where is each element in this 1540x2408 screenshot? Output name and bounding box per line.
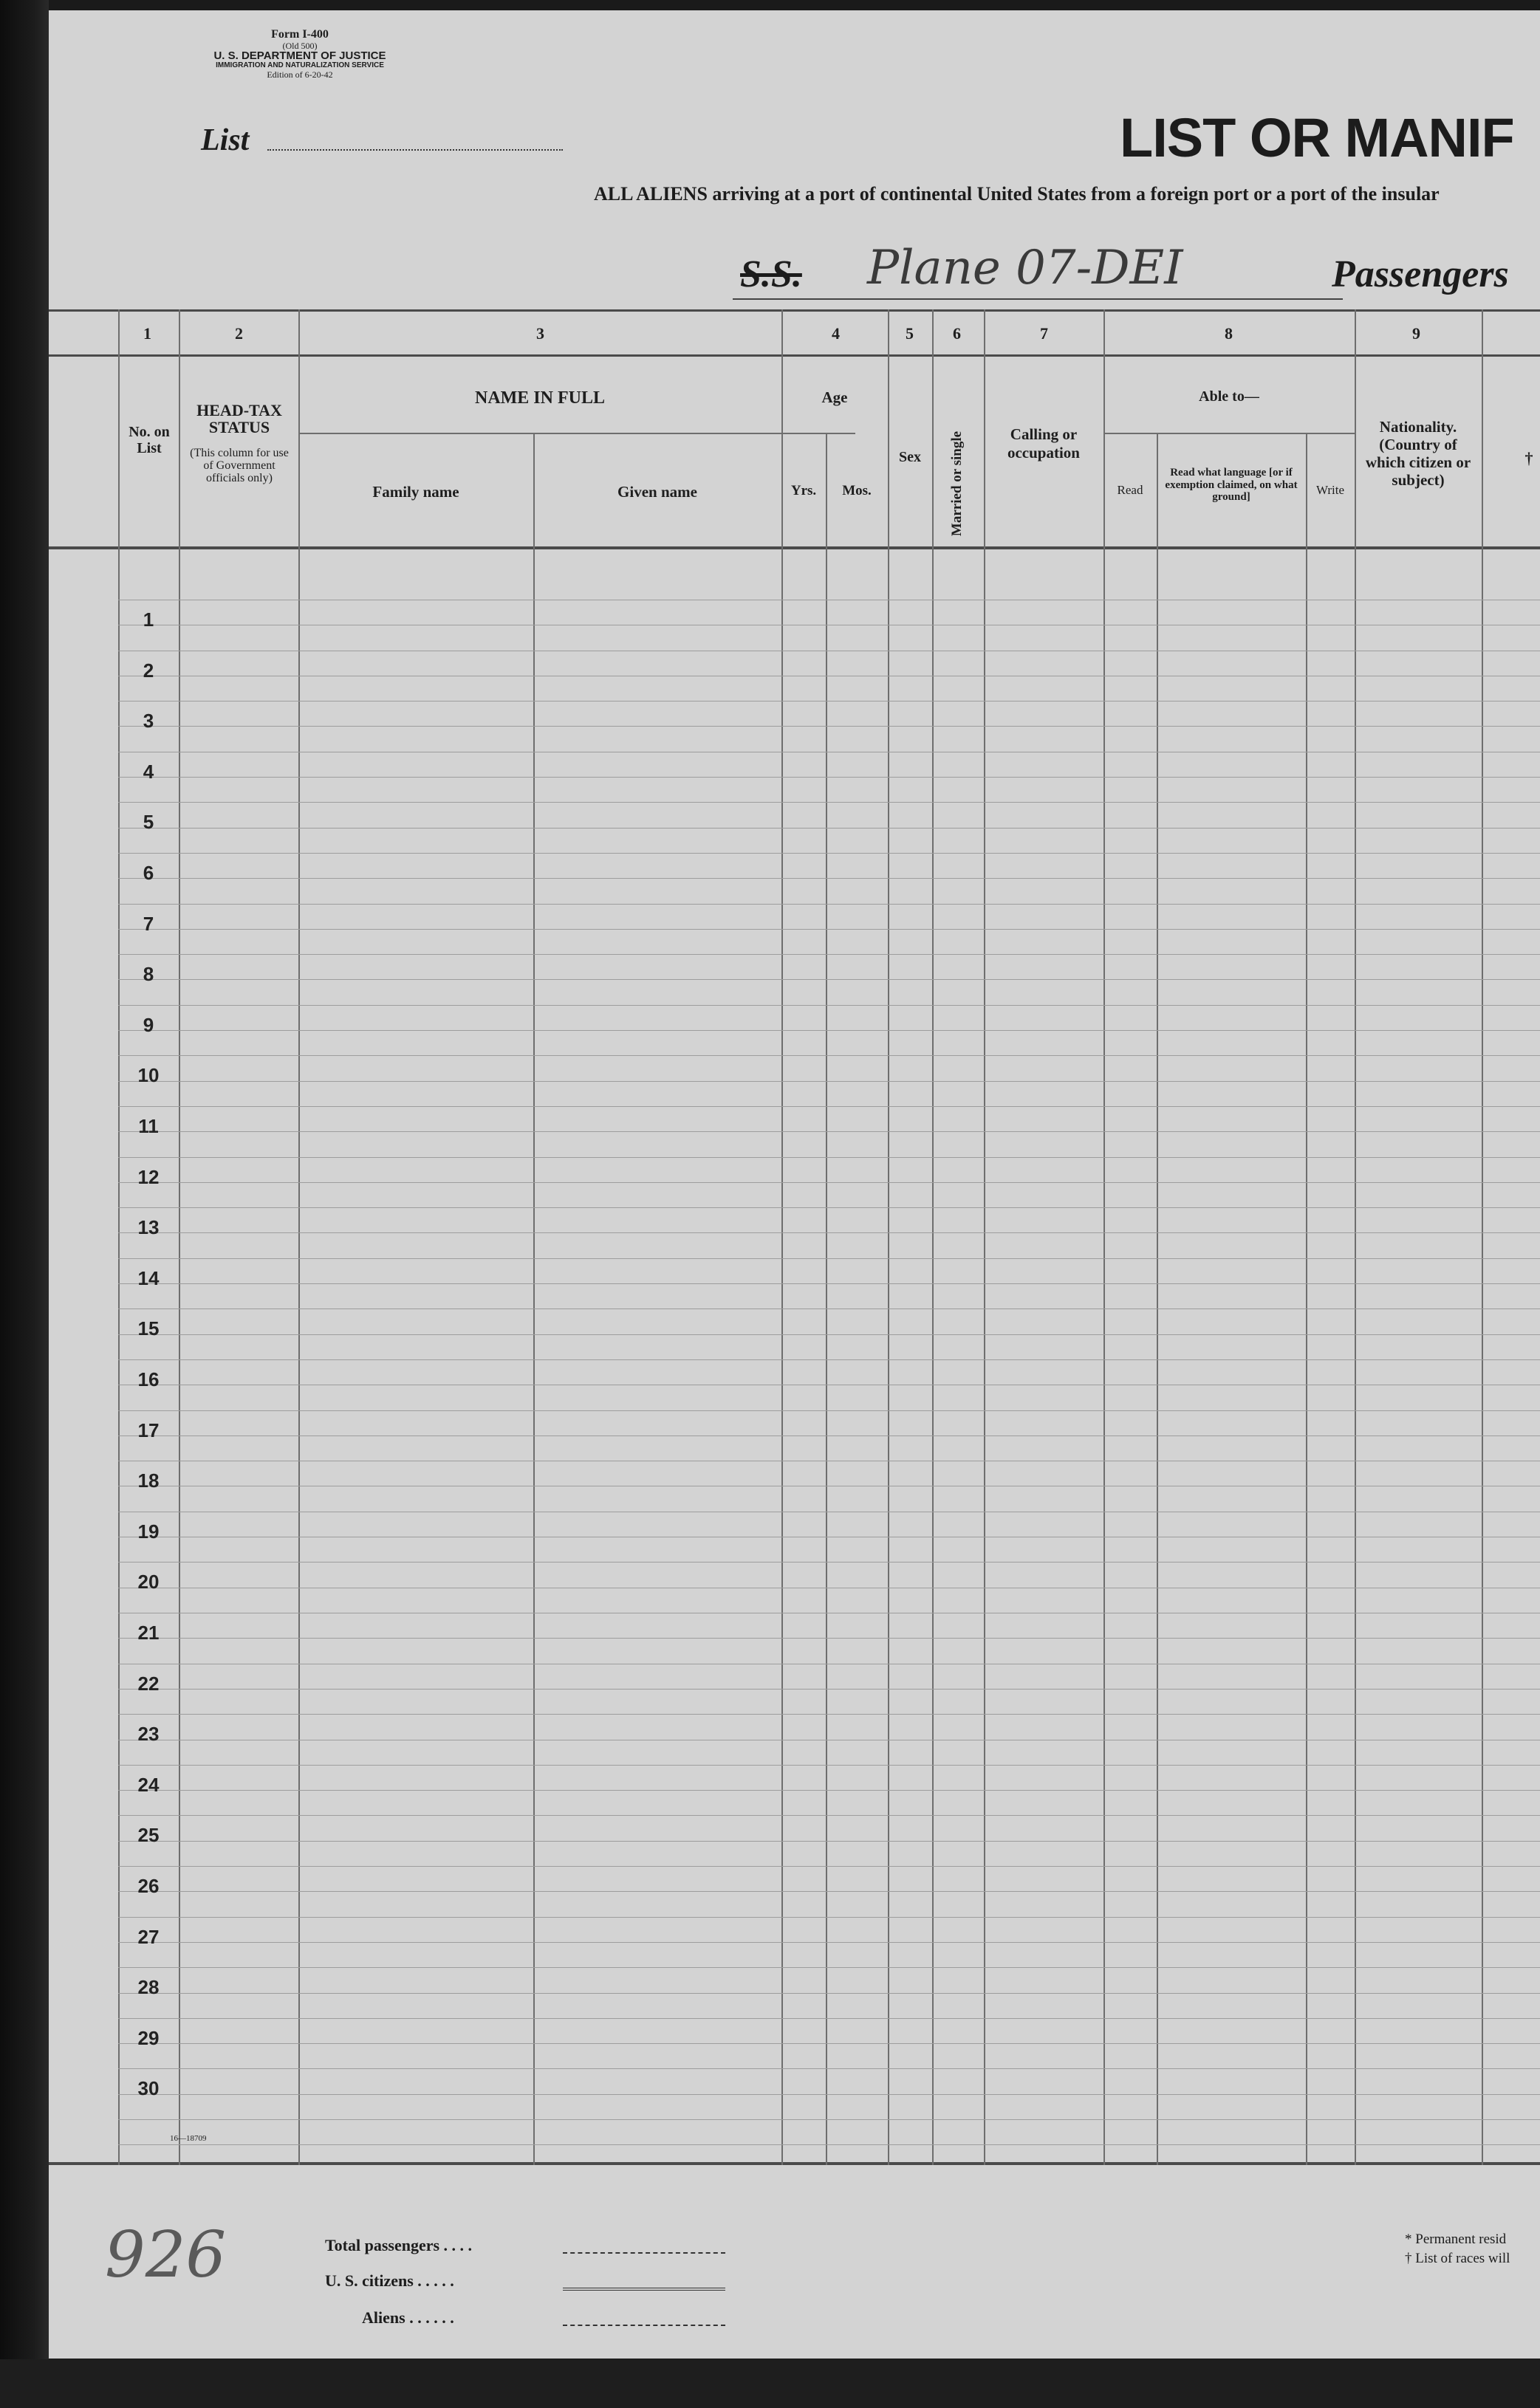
row-rule <box>118 2068 1540 2069</box>
row-rule <box>118 1207 1540 1208</box>
row-rule <box>118 2018 1540 2019</box>
head-tax-note: (This column for use of Government officials only) <box>190 447 289 484</box>
row-number: 7 <box>143 913 154 935</box>
col-line-d <box>533 433 535 2165</box>
row-rule <box>118 1790 1540 1791</box>
col-line-b <box>179 309 180 2165</box>
printer-code: 16—18709 <box>170 2134 207 2143</box>
table-top-line <box>49 309 1540 312</box>
aliens-text: Aliens <box>362 2308 405 2327</box>
row-number: 23 <box>137 1723 160 1745</box>
row-number: 24 <box>137 1774 160 1796</box>
name-in-full-heading: NAME IN FULL <box>474 388 605 408</box>
row-rule <box>118 1182 1540 1183</box>
aliens-line <box>563 2325 725 2326</box>
total-passengers-text: Total passengers <box>325 2236 440 2254</box>
row-number: 1 <box>143 608 154 631</box>
table-bottom-line <box>49 2162 1540 2165</box>
aliens-label <box>362 2308 454 2328</box>
row-rule <box>118 1005 1540 1006</box>
row-rule <box>118 1638 1540 1639</box>
dot-leader: . . . . . . <box>409 2308 454 2327</box>
footnote-races: † List of races will <box>1405 2251 1510 2266</box>
col-line-f <box>826 433 827 2165</box>
colnum-4: 4 <box>832 324 840 343</box>
name-sub-line <box>298 433 855 434</box>
row-rule <box>118 878 1540 879</box>
row-rule <box>118 2119 1540 2120</box>
colnum-9: 9 <box>1412 324 1420 343</box>
col-line-h <box>932 309 934 2165</box>
read-heading: Read <box>1117 483 1143 497</box>
row-number: 12 <box>137 1166 160 1188</box>
col-line-l <box>1306 433 1307 2165</box>
col-line-m <box>1355 309 1356 2165</box>
row-rule <box>118 1334 1540 1335</box>
row-rule <box>118 1131 1540 1132</box>
row-rule <box>118 1815 1540 1816</box>
row-rule <box>118 1055 1540 1056</box>
row-number: 10 <box>137 1064 160 1086</box>
row-number: 2 <box>143 659 154 682</box>
row-rule <box>118 1967 1540 1968</box>
main-title: LIST OR MANIF <box>1120 107 1514 168</box>
row-rule <box>118 1866 1540 1867</box>
row-number: 5 <box>143 811 154 833</box>
row-rule <box>118 2043 1540 2044</box>
row-rule <box>118 1157 1540 1158</box>
family-name-heading: Family name <box>372 483 459 501</box>
row-rule <box>118 701 1540 702</box>
col-line-n <box>1482 309 1483 2165</box>
row-rule <box>118 1435 1540 1436</box>
department: U. S. DEPARTMENT OF JUSTICE <box>213 49 386 63</box>
row-number: 16 <box>137 1368 160 1390</box>
married-or-single-heading: Married or single <box>949 431 965 537</box>
row-rule <box>118 1410 1540 1411</box>
subtitle: ALL ALIENS arriving at a port of continental United States from a foreign port or a port of the insular <box>594 183 1440 205</box>
yrs-heading: Yrs. <box>790 483 817 498</box>
colnum-7: 7 <box>1040 324 1048 343</box>
row-rule <box>118 1359 1540 1360</box>
row-rule <box>118 2094 1540 2095</box>
row-number: 29 <box>137 2027 160 2049</box>
nationality-heading: Nationality. (Country of which citizen or subject) <box>1365 418 1471 490</box>
manifest-sheet <box>49 10 1540 2359</box>
row-rule <box>118 1562 1540 1563</box>
colnum-5: 5 <box>906 324 914 343</box>
row-number: 14 <box>137 1267 160 1289</box>
row-number: 4 <box>143 761 154 783</box>
us-citizens-text: U. S. citizens <box>325 2271 414 2290</box>
old-number: (Old 500) <box>282 40 318 51</box>
sex-heading: Sex <box>899 449 921 465</box>
row-number: 11 <box>138 1115 159 1137</box>
dot-leader: . . . . <box>443 2236 473 2254</box>
footnote-permanent: * Permanent resid <box>1405 2232 1507 2247</box>
row-number: 19 <box>137 1520 160 1543</box>
list-label: List <box>201 123 250 157</box>
form-number: Form I-400 <box>271 28 329 41</box>
col-line-j <box>1103 309 1105 2165</box>
dagger-mark: † <box>1524 449 1533 467</box>
row-number: 22 <box>137 1673 160 1695</box>
colnum-line <box>49 354 1540 357</box>
able-sub-line <box>1103 433 1355 434</box>
passengers-label: Passengers <box>1332 253 1509 295</box>
vessel-handwritten: Plane 07-DEI <box>867 241 1183 295</box>
total-passengers-line <box>563 2252 725 2254</box>
colnum-1: 1 <box>143 324 151 343</box>
scan-border-left <box>0 0 49 2408</box>
read-language-heading: Read what language [or if exemption claimed, on what ground] <box>1165 467 1298 503</box>
row-rule <box>118 1891 1540 1892</box>
age-heading: Age <box>821 388 848 406</box>
row-number: 26 <box>137 1875 160 1897</box>
no-on-list-heading: No. on List <box>129 424 170 456</box>
row-rule <box>118 2144 1540 2145</box>
vessel-prefix: S.S. <box>740 253 802 295</box>
row-number: 15 <box>137 1317 160 1340</box>
row-number: 20 <box>137 1571 160 1593</box>
row-rule <box>118 1841 1540 1842</box>
row-rule <box>118 979 1540 980</box>
row-rule <box>118 1308 1540 1309</box>
row-rule <box>118 777 1540 778</box>
row-rule <box>118 1030 1540 1031</box>
colnum-8: 8 <box>1225 324 1233 343</box>
row-rule <box>118 1232 1540 1233</box>
row-rule <box>118 929 1540 930</box>
row-number: 28 <box>137 1976 160 1998</box>
row-number: 21 <box>137 1622 160 1644</box>
row-number: 9 <box>143 1014 154 1036</box>
total-passengers-label <box>325 2236 472 2255</box>
header-bottom-line <box>49 546 1540 549</box>
edition: Edition of 6-20-42 <box>267 69 333 80</box>
row-number: 17 <box>137 1419 160 1441</box>
row-rule <box>118 853 1540 854</box>
row-rule <box>118 1714 1540 1715</box>
row-rule <box>118 1258 1540 1259</box>
mos-heading: Mos. <box>842 483 872 498</box>
col-line-c <box>298 309 300 2165</box>
colnum-3: 3 <box>536 324 544 343</box>
row-rule <box>118 954 1540 955</box>
us-citizens-label <box>325 2271 454 2291</box>
row-number: 25 <box>137 1824 160 1846</box>
colnum-6: 6 <box>953 324 961 343</box>
row-number: 18 <box>137 1469 160 1492</box>
row-rule <box>118 1689 1540 1690</box>
col-line-i <box>984 309 985 2165</box>
row-number: 8 <box>143 963 154 985</box>
given-name-heading: Given name <box>617 483 697 501</box>
row-rule <box>118 1993 1540 1994</box>
service: IMMIGRATION AND NATURALIZATION SERVICE <box>216 61 384 70</box>
row-rule <box>118 828 1540 829</box>
vessel-underline <box>733 298 1343 300</box>
row-number: 6 <box>143 862 154 884</box>
row-number: 3 <box>143 710 154 732</box>
write-heading: Write <box>1315 483 1345 497</box>
able-to-heading: Able to— <box>1199 388 1259 405</box>
calling-heading: Calling or occupation <box>1007 425 1080 462</box>
row-rule <box>118 802 1540 803</box>
col-line-e <box>781 309 783 2165</box>
col-line-g <box>888 309 889 2165</box>
row-rule <box>118 904 1540 905</box>
row-rule <box>118 1917 1540 1918</box>
head-tax-title: HEAD-TAX STATUS <box>196 401 282 437</box>
row-rule <box>118 1283 1540 1284</box>
handwritten-page-number: 926 <box>105 2218 227 2292</box>
row-number: 30 <box>137 2077 160 2099</box>
scan-border-bottom <box>0 2359 1540 2408</box>
row-rule <box>118 726 1540 727</box>
row-number: 27 <box>137 1926 160 1948</box>
col-line-k <box>1157 433 1158 2165</box>
row-rule <box>118 1942 1540 1943</box>
dot-leader: . . . . . <box>417 2271 454 2290</box>
us-citizens-line <box>563 2288 725 2291</box>
row-number: 13 <box>137 1216 160 1238</box>
row-rule <box>118 1081 1540 1082</box>
row-rule <box>118 1765 1540 1766</box>
row-rule <box>118 1106 1540 1107</box>
colnum-2: 2 <box>235 324 243 343</box>
list-line <box>267 149 563 151</box>
form-header <box>174 29 425 79</box>
